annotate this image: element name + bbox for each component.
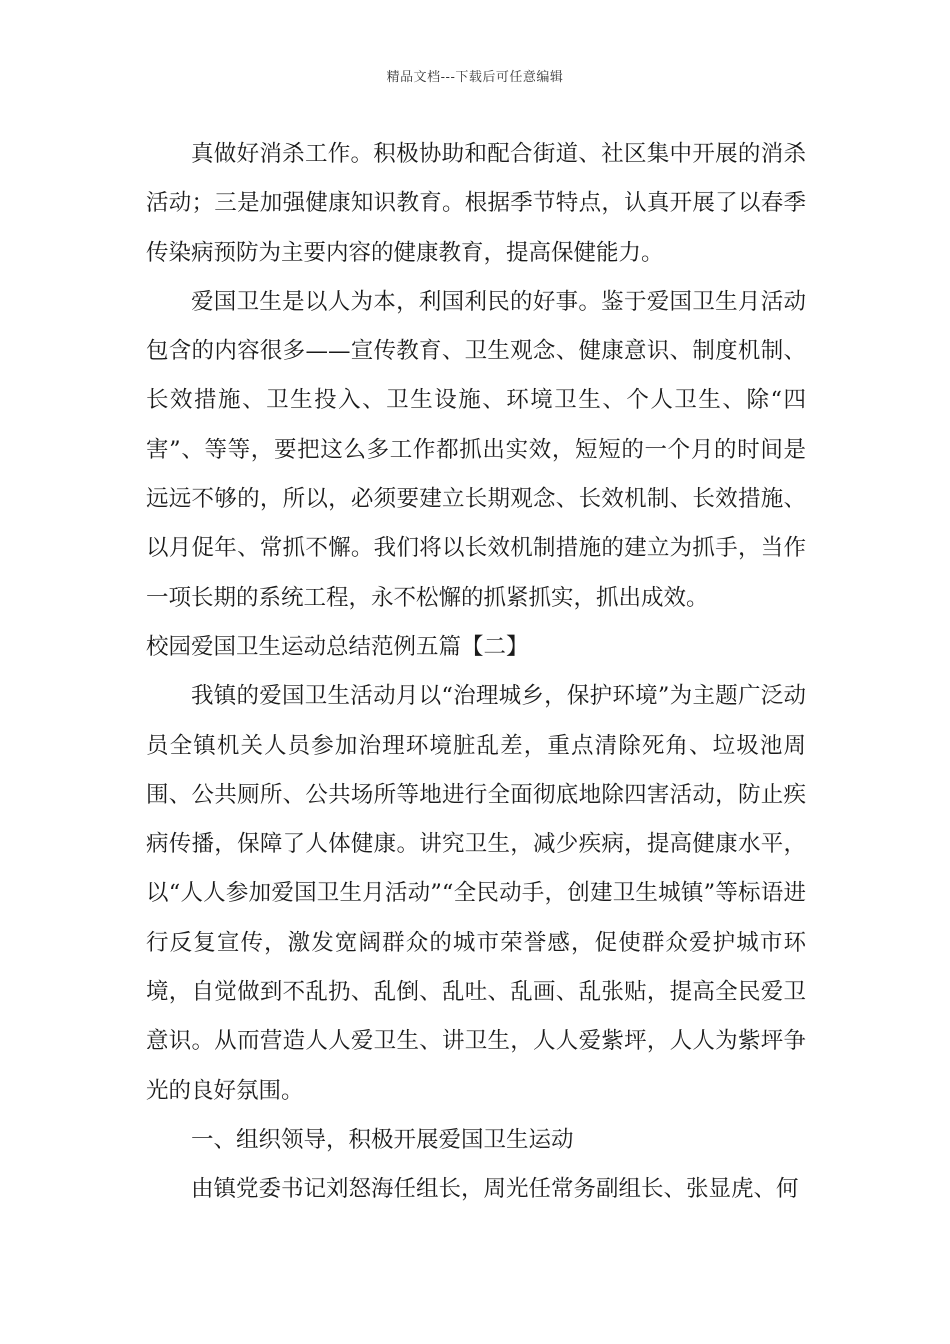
subheading-organization: 一、组织领导，积极开展爱国卫生运动 bbox=[191, 1126, 574, 1153]
paragraph-leadership: 由镇党委书记刘怒海任组长，周光任常务副组长、张显虎、何 bbox=[191, 1176, 799, 1203]
paragraph-disinfection: 真做好消杀工作。积极协助和配合街道、社区集中开展的消杀活动；三是加强健康知识教育。根据季节特点，认真开展了以春季传染病预防为主要内容的健康教育，提高保健能力。 bbox=[146, 141, 806, 266]
paragraph-patriotic-health: 爱国卫生是以人为本，利国利民的好事。鉴于爱国卫生月活动包含的内容很多——宣传教育、卫生观念、健康意识、制度机制、长效措施、卫生投入、卫生设施、环境卫生、个人卫生、除“四害”、等等，要把这么多工作都抓出实效，短短的一个月的时间是远远不够的，所以，必须要建立长期观念、长效机制、长效措施、以月促年、常抓不懈。我们将以长效机制措施的建立为抓手，当作一项长期的系统工程，永不松懈的抓紧抓实，抓出成效。 bbox=[146, 288, 806, 611]
paragraph-town-activity: 我镇的爱国卫生活动月以“治理城乡，保护环境”为主题广泛动员全镇机关人员参加治理环境脏乱差，重点清除死角、垃圾池周围、公共厕所、公共场所等地进行全面彻底地除四害活动，防止疾病传播，保障了人体健康。讲究卫生，减少疾病，提高健康水平，以“人人参加爱国卫生月活动”“全民动手，创建卫生城镇”等标语进行反复宣传，激发宽阔群众的城市荣誉感，促使群众爱护城市环境，自觉做到不乱扔、乱倒、乱吐、乱画、乱张贴，提高全民爱卫意识。从而营造人人爱卫生、讲卫生，人人爱紫坪，人人为紫坪争光的良好氛围。 bbox=[146, 683, 806, 1104]
document-body bbox=[146, 130, 806, 1215]
section-heading: 校园爱国卫生运动总结范例五篇【二】 bbox=[146, 633, 529, 660]
page-header: 精品文档---下载后可任意编辑 bbox=[386, 70, 564, 85]
